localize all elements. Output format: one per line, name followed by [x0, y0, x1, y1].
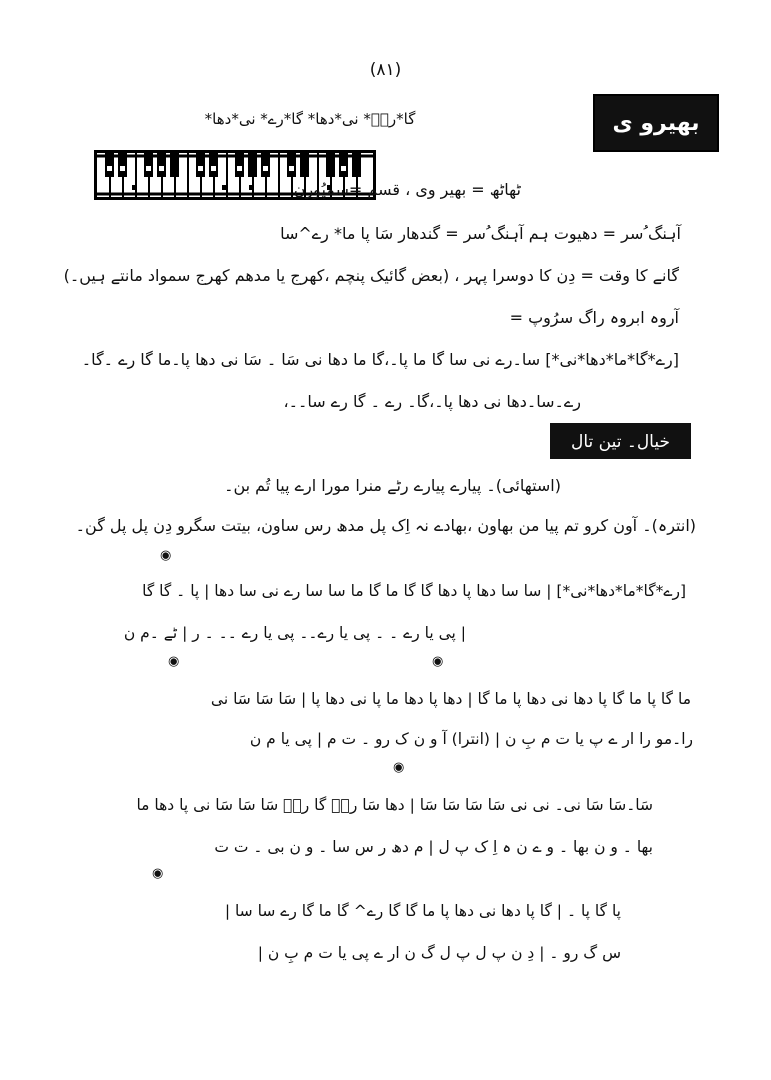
- page-number: (۸۱): [369, 60, 402, 80]
- aroh-line-2: رے۔سا۔دھا نی دھا پا۔،گا۔ رے ۔ گا رے سا۔۔،: [283, 392, 581, 411]
- marker: ◉: [168, 654, 180, 669]
- notation-row-4-notes: پا گا پا ۔ | گا پا دھا نی دھا پا ما گا گا رے^ گا ما گا رے سا سا |: [224, 902, 621, 920]
- notation-row-1-notes: [رے*گا*ما*دھا*نی*] | سا سا دھا پا دھا گا گا ما گا ما سا سا رے نی سا دھا | پا ۔ گا گا: [142, 582, 686, 600]
- aroh-line-1: [رے*گا*ما*دھا*نی*] سا۔رے نی سا گا ما پا۔،گا ما دھا نی سَا ۔ سَا نی دھا پا۔ما گا رے ۔گا۔: [81, 350, 679, 369]
- notation-row-3-notes: سَا۔سَا سَا نی۔ نی نی سَا سَا سَا سَا | دھا سَا رےؔ گا رےؔ سَا سَا سَا نی پا دھا ما: [136, 796, 653, 814]
- notation-row-1-lyrics: | پی یا رے ۔ ۔ پی یا رے۔۔ پی یا رے ۔۔ ۔ ر | ٹے ۔م ن: [123, 624, 466, 642]
- asthai-line: (استھائی)۔ پیارے پیارے رٹے منرا مورا ارے پیا تُم بن۔: [224, 476, 561, 495]
- notation-row-3-lyrics: بھا ۔ و ن بھا ۔ و ے ن ہ اِ ک پ ل | م دھ ر س سا ۔ و ن بی ۔ ت ت: [214, 838, 653, 856]
- marker: ◉: [160, 548, 172, 563]
- thaat-line: ٹھاٹھ = بھیر وی ، قسم =سمپُورن: [293, 180, 521, 199]
- notation-row-2-lyrics: را۔مو را ار ے پ یا ت م بِ ن | (انترا) آ و ن ک رو ۔ ت م | پی یا م ن: [249, 730, 693, 748]
- vadi-samvadi-line: آہنگ ُسر = دھیوت ہم آہنگ ُسر = گندھار سَا پا ما* رے^سا: [280, 224, 681, 243]
- notation-row-4-lyrics: س گ رو ۔ | دِ ن پ ل پ ل گ ن ار ے پی یا ت م بِ ن |: [257, 944, 621, 962]
- aroh-avroh-label: آروہ ابروہ راگ سرُوپ =: [509, 308, 679, 327]
- marker: ◉: [432, 654, 444, 669]
- marker: ◉: [393, 760, 405, 775]
- antra-line: (انترہ)۔ آون کرو تم پیا من بھاون ،بھادے نہ اِک پل مدھ رس ساون، بیتت سگرو دِن پل پل گن۔: [75, 516, 696, 535]
- marker: ◉: [152, 866, 164, 881]
- notation-row-2-notes: ما گا پا ما گا پا دھا نی دھا پا ما گا | دھا پا دھا ما پا نی دھا پا | سَا سَا سَا نی: [210, 690, 691, 708]
- section-title: خیال۔ تین تال: [550, 423, 691, 459]
- raga-title: بھیرو ی: [593, 94, 719, 152]
- time-line: گانے کا وقت = دِن کا دوسرا پہر ، (بعض گائیک پنچم ،کھرج یا مدھم کھرج سمواد مانتے ہیں۔): [63, 266, 679, 285]
- scale-notes: گا*رےؔ* نی*دھا* گا*رے* نی*دھا*: [204, 110, 416, 128]
